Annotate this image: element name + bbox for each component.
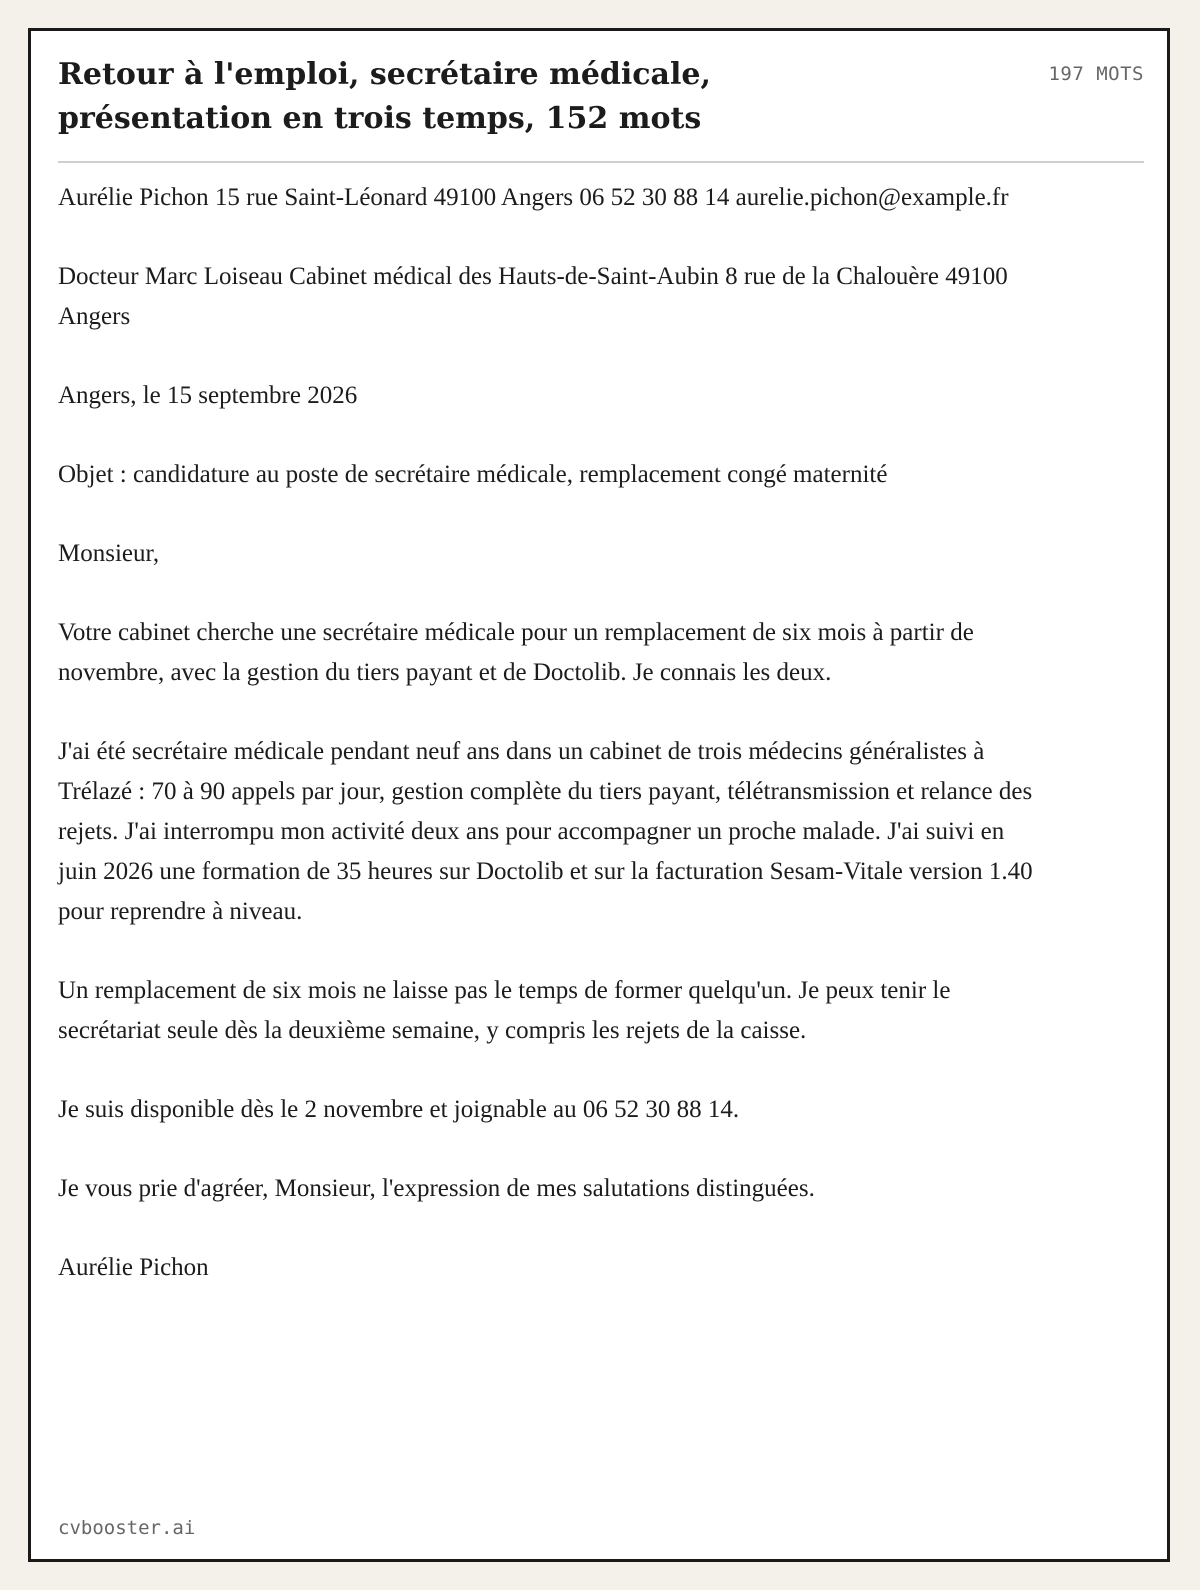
letter-body xyxy=(58,178,1048,1288)
subject-line: Objet : candidature au poste de secrétaire médicale, remplacement congé maternité xyxy=(58,461,888,488)
date-line: Angers, le 15 septembre 2026 xyxy=(58,382,358,409)
body-paragraph: Je suis disponible dès le 2 novembre et joignable au 06 52 30 88 14. xyxy=(58,1096,740,1123)
word-count-badge: 197 MOTS xyxy=(1048,63,1144,85)
salutation: Monsieur, xyxy=(58,540,160,567)
signature: Aurélie Pichon xyxy=(58,1254,209,1281)
document-title: Retour à l'emploi, secrétaire médicale, présentation en trois temps, 152 mots xyxy=(58,57,711,136)
letter-card xyxy=(28,28,1170,1562)
letter-header xyxy=(58,53,1144,141)
recipient-block: Docteur Marc Loiseau Cabinet médical des Hauts-de-Saint-Aubin 8 rue de la Chalouère 49100 Angers xyxy=(58,263,1008,330)
body-paragraph: Un remplacement de six mois ne laisse pas le temps de former quelqu'un. Je peux tenir le secrétariat seule dès la deuxième semaine, y compris les rejets de la caisse. xyxy=(58,977,951,1044)
body-paragraph: J'ai été secrétaire médicale pendant neuf ans dans un cabinet de trois médecins généralistes à Trélazé : 70 à 90 appels par jour, gestion complète du tiers payant, télétransmission et relance des rejets. J'ai interrompu mon activité deux ans pour accompagner un proche malade. J'ai suivi en juin 2026 une formation de 35 heures sur Doctolib et sur la facturation Sesam-Vitale version 1.40 pour reprendre à niveau. xyxy=(58,738,1033,925)
brand-footer: cvbooster.ai xyxy=(58,1517,196,1539)
body-paragraph: Votre cabinet cherche une secrétaire médicale pour un remplacement de six mois à partir de novembre, avec la gestion du tiers payant et de Doctolib. Je connais les deux. xyxy=(58,619,974,686)
closing-formula: Je vous prie d'agréer, Monsieur, l'expression de mes salutations distinguées. xyxy=(58,1175,815,1202)
sender-block: Aurélie Pichon 15 rue Saint-Léonard 49100 Angers 06 52 30 88 14 aurelie.pichon@example.fr xyxy=(58,184,1009,211)
header-divider xyxy=(58,161,1144,163)
